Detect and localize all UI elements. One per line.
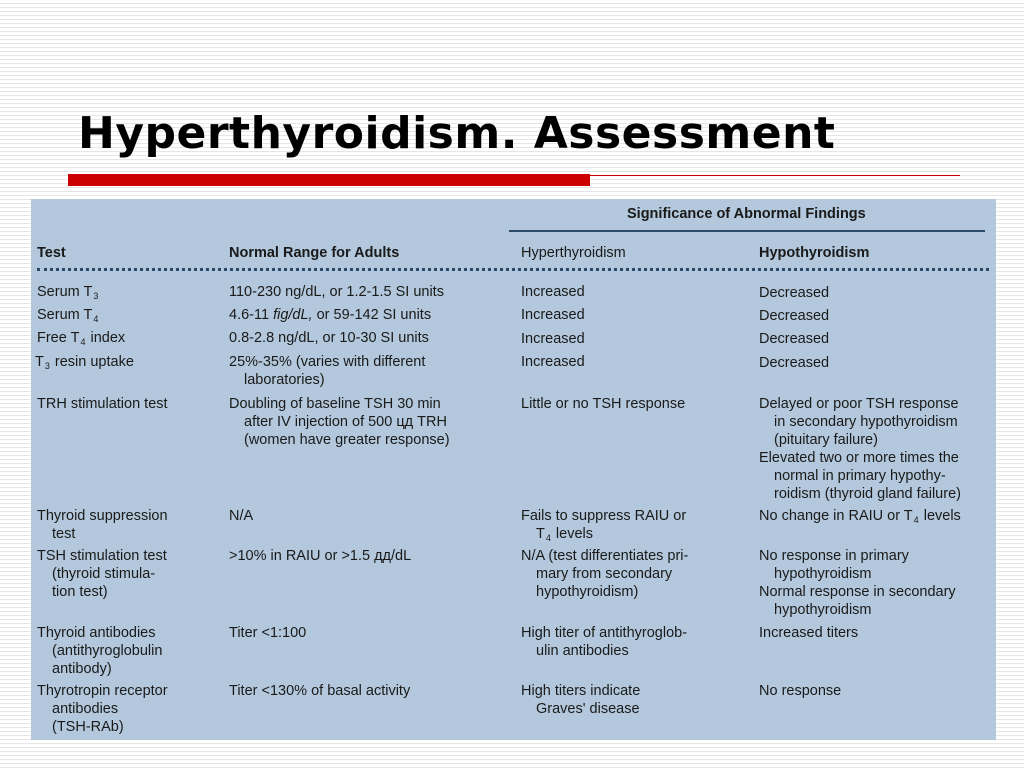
group-header-underline bbox=[509, 230, 985, 232]
row-suppression-test: Thyroid suppression test bbox=[37, 508, 168, 542]
col-header-test: Test bbox=[37, 245, 66, 261]
row-serum-t3-hyper: Increased bbox=[521, 284, 585, 300]
row-antibodies-test: Thyroid antibodies (antithyroglobulin antibody) bbox=[37, 625, 163, 677]
row-serum-t3-hypo: Decreased bbox=[759, 285, 830, 301]
significance-group-header: Significance of Abnormal Findings bbox=[627, 206, 866, 222]
row-trh-hypo: Delayed or poor TSH response in secondary hypothyroidism (pituitary failure) Elevated two or more times the normal in primary hypothy- roidism (thyroid gland failure) bbox=[759, 396, 961, 502]
header-divider bbox=[37, 268, 989, 271]
row-suppression-normal: N/A bbox=[229, 508, 254, 524]
row-trh-hyper: Little or no TSH response bbox=[521, 396, 686, 412]
col-header-hypothyroidism: Hypothyroidism bbox=[759, 245, 870, 261]
row-serum-t4-test: Serum $T_4$ bbox=[37, 307, 99, 324]
row-tsh-stim-normal: >10% in RAIU or >1.5 дд/dL bbox=[229, 548, 412, 564]
row-serum-t3-test: Serum $T_3$ bbox=[37, 284, 99, 301]
row-t3-resin-hyper: Increased bbox=[521, 354, 585, 370]
row-receptor-ab-hypo: No response bbox=[759, 683, 842, 699]
row-serum-t4-normal: 4.6-11 fig/dL, or 59-142 SI units bbox=[229, 307, 432, 323]
row-tsh-stim-hyper: N/A (test differentiates pri- mary from secondary hypothyroidism) bbox=[521, 548, 689, 600]
row-tsh-stim-test: TSH stimulation test (thyroid stimula- tion test) bbox=[37, 548, 167, 600]
row-antibodies-normal: Titer <1:100 bbox=[229, 625, 307, 641]
row-t3-resin-test: $T_3$ resin uptake bbox=[35, 354, 134, 371]
row-free-t4-hyper: Increased bbox=[521, 331, 585, 347]
row-receptor-ab-test: Thyrotropin receptor antibodies (TSH-RAb) bbox=[37, 683, 168, 735]
row-suppression-hypo: No change in RAIU or $T_4$ levels bbox=[759, 508, 961, 525]
row-free-t4-normal: 0.8-2.8 ng/dL, or 10-30 SI units bbox=[229, 330, 429, 346]
row-suppression-hyper: Fails to suppress RAIU or $T_4$ levels bbox=[521, 508, 687, 543]
row-free-t4-test: Free $T_4$ index bbox=[37, 330, 126, 347]
slide-title: Hyperthyroidism. Assessment bbox=[78, 108, 836, 159]
title-underline-thin bbox=[590, 175, 960, 176]
row-t3-resin-hypo: Decreased bbox=[759, 355, 830, 371]
row-trh-test: TRH stimulation test bbox=[37, 396, 168, 412]
col-header-hyperthyroidism: Hyperthyroidism bbox=[521, 245, 626, 261]
row-trh-normal: Doubling of baseline TSH 30 min after IV injection of 500 цд TRH (women have greater response) bbox=[229, 396, 450, 448]
row-t3-resin-normal: 25%-35% (varies with different laboratories) bbox=[229, 354, 426, 388]
title-underline-thick bbox=[68, 174, 590, 186]
row-receptor-ab-normal: Titer <130% of basal activity bbox=[229, 683, 411, 699]
thyroid-tests-table bbox=[31, 199, 996, 740]
row-serum-t3-normal: 110-230 ng/dL, or 1.2-1.5 SI units bbox=[229, 284, 444, 300]
row-free-t4-hypo: Decreased bbox=[759, 331, 830, 347]
row-tsh-stim-hypo: No response in primary hypothyroidism Normal response in secondary hypothyroidism bbox=[759, 548, 956, 618]
row-antibodies-hyper: High titer of antithyroglob- ulin antibodies bbox=[521, 625, 688, 659]
row-antibodies-hypo: Increased titers bbox=[759, 625, 859, 641]
col-header-normal-range: Normal Range for Adults bbox=[229, 245, 400, 261]
row-serum-t4-hyper: Increased bbox=[521, 307, 585, 323]
row-serum-t4-hypo: Decreased bbox=[759, 308, 830, 324]
row-receptor-ab-hyper: High titers indicate Graves' disease bbox=[521, 683, 641, 717]
